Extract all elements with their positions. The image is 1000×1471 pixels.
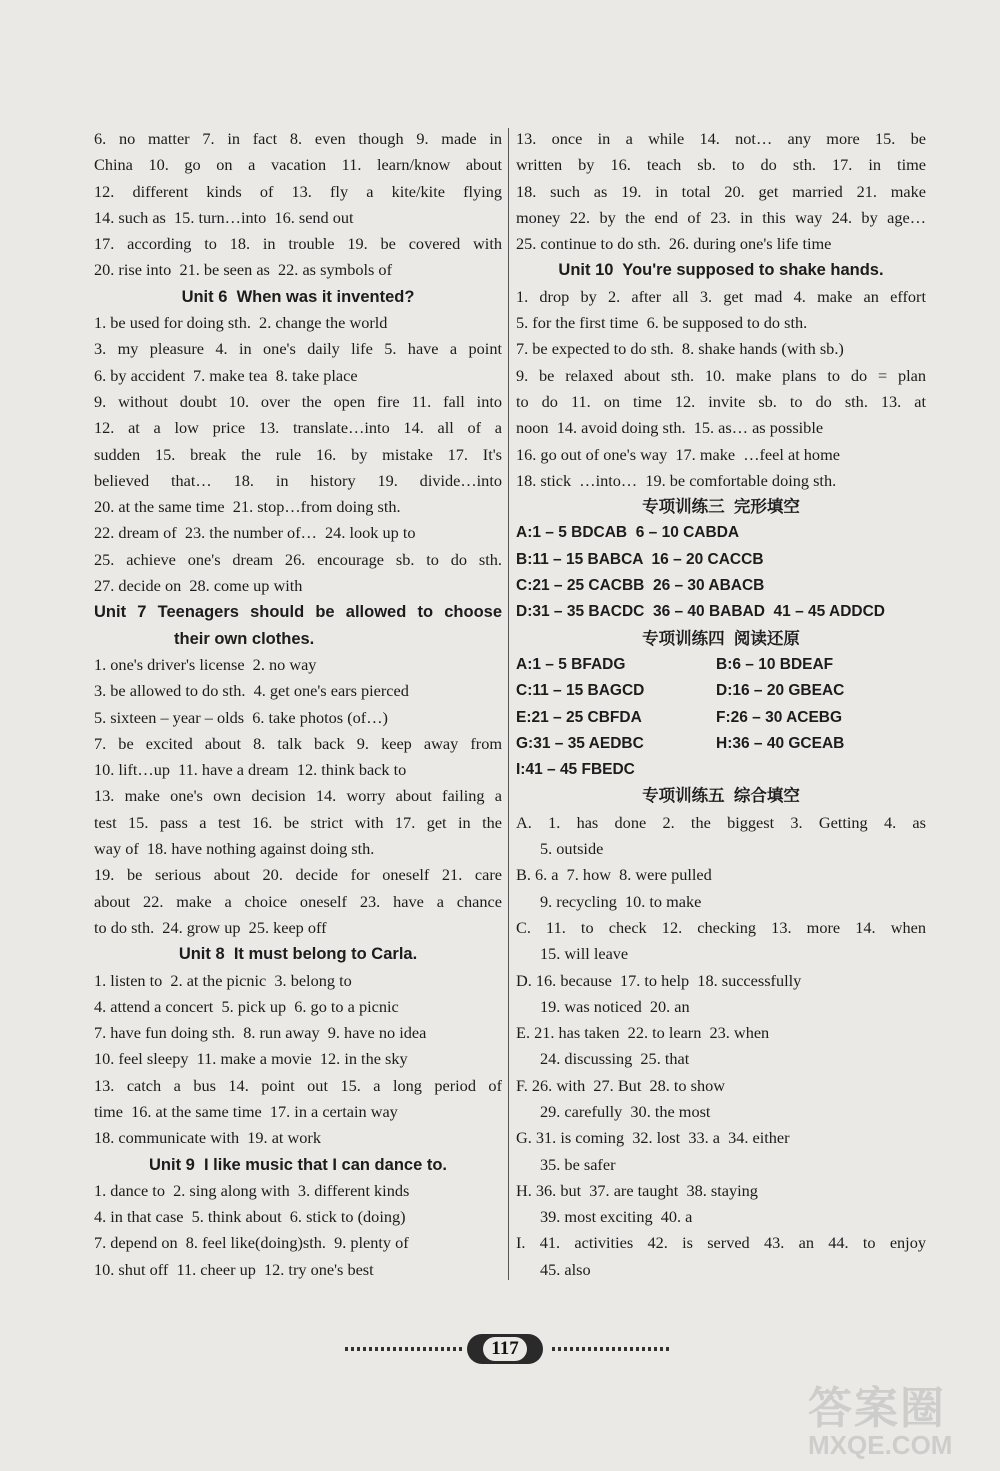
- text-line: China 10. go on a vacation 11. learn/know about: [94, 155, 502, 175]
- text-line: 3. my pleasure 4. in one's daily life 5. have a point: [94, 339, 502, 359]
- answer-line: I. 41. activities 42. is served 43. an 44. to enjoy: [516, 1233, 926, 1253]
- text-line: about 22. make a choice oneself 23. have a chance: [94, 891, 502, 911]
- answer-pair: [516, 652, 926, 678]
- page-number: 117: [483, 1337, 526, 1361]
- text-line: to do sth. 24. grow up 25. keep off: [94, 917, 327, 937]
- text-line: 18. such as 19. in total 20. get married 21. make: [516, 181, 926, 201]
- text-line: 1. dance to 2. sing along with 3. different kinds: [94, 1180, 410, 1200]
- answer-line: 24. discussing 25. that: [540, 1049, 690, 1069]
- unit-7-heading: Unit 7 Teenagers should be allowed to choose: [94, 603, 502, 622]
- page-footer: [345, 1334, 670, 1364]
- answer-line: 29. carefully 30. the most: [540, 1101, 711, 1121]
- page-number-badge: [467, 1334, 543, 1364]
- unit-10-heading: Unit 10 You're supposed to shake hands.: [558, 261, 884, 280]
- unit-7-heading-cont: their own clothes.: [174, 629, 315, 648]
- text-line: 6. no matter 7. in fact 8. even though 9. made in: [94, 129, 502, 148]
- left-column: [94, 126, 502, 1283]
- text-line: 9. without doubt 10. over the open fire 11. fall into: [94, 391, 502, 411]
- text-line: 18. communicate with 19. at work: [94, 1128, 321, 1148]
- text-line: 7. depend on 8. feel like(doing)sth. 9. plenty of: [94, 1233, 409, 1253]
- text-line: 12. different kinds of 13. fly a kite/kite flying: [94, 181, 502, 201]
- text-line: 22. dream of 23. the number of… 24. look up to: [94, 523, 416, 543]
- text-line: 1. be used for doing sth. 2. change the world: [94, 313, 388, 333]
- answer-line: 5. outside: [540, 839, 604, 859]
- text-line: sudden 15. break the rule 16. by mistake 17. It's: [94, 444, 502, 464]
- text-line: 9. be relaxed about sth. 10. make plans to do = plan: [516, 365, 926, 385]
- text-line: 10. lift…up 11. have a dream 12. think back to: [94, 760, 407, 780]
- footer-rule-left: [345, 1347, 463, 1351]
- answer-line: C:11 – 15 BAGCD: [516, 682, 645, 700]
- text-line: 10. feel sleepy 11. make a movie 12. in the sky: [94, 1049, 408, 1069]
- unit-6-heading: Unit 6 When was it invented?: [181, 287, 415, 306]
- text-line: 16. go out of one's way 17. make …feel at home: [516, 444, 840, 464]
- text-line: 17. according to 18. in trouble 19. be covered with: [94, 234, 502, 254]
- text-line: 4. attend a concert 5. pick up 6. go to a picnic: [94, 996, 399, 1016]
- text-line: 18. stick …into… 19. be comfortable doing sth.: [516, 470, 837, 490]
- text-line: 7. have fun doing sth. 8. run away 9. have no idea: [94, 1023, 427, 1043]
- answer-pair: [516, 678, 926, 704]
- answer-line: 39. most exciting 40. a: [540, 1207, 693, 1227]
- answer-line: A:1 – 5 BDCAB 6 – 10 CABDA: [516, 524, 740, 542]
- answer-line: B:6 – 10 BDEAF: [716, 655, 834, 673]
- text-line: 5. for the first time 6. be supposed to do sth.: [516, 313, 808, 333]
- text-line: 19. be serious about 20. decide for oneself 21. care: [94, 865, 502, 885]
- text-line: 1. drop by 2. after all 3. get mad 4. make an effort: [516, 286, 926, 306]
- unit-8-heading: Unit 8 It must belong to Carla.: [178, 945, 418, 964]
- section-5-heading: 专项训练五 综合填空: [642, 787, 800, 806]
- text-line: 27. decide on 28. come up with: [94, 576, 303, 596]
- unit-9-heading: Unit 9 I like music that I can dance to.: [149, 1155, 447, 1174]
- answer-line: 15. will leave: [540, 944, 629, 964]
- text-line: 20. rise into 21. be seen as 22. as symbols of: [94, 260, 392, 280]
- text-line: 13. make one's own decision 14. worry about failing a: [94, 786, 502, 806]
- section-4-heading: 专项训练四 阅读还原: [642, 629, 800, 648]
- answer-line: A. 1. has done 2. the biggest 3. Getting 4. as: [516, 812, 926, 832]
- answer-line: B:11 – 15 BABCA 16 – 20 CACCB: [516, 550, 764, 568]
- text-line: 6. by accident 7. make tea 8. take place: [94, 365, 358, 385]
- answer-line: 9. recycling 10. to make: [540, 891, 702, 911]
- watermark-url: MXQE.COM: [808, 1430, 953, 1460]
- answer-line: F. 26. with 27. But 28. to show: [516, 1075, 726, 1095]
- answer-pair: [516, 731, 926, 757]
- column-divider: [508, 128, 509, 1280]
- answer-line: 19. was noticed 20. an: [540, 996, 690, 1016]
- text-line: 3. be allowed to do sth. 4. get one's ears pierced: [94, 681, 409, 701]
- watermark: [808, 1372, 988, 1462]
- text-line: 14. such as 15. turn…into 16. send out: [94, 207, 354, 227]
- section-3-heading: 专项训练三 完形填空: [642, 498, 800, 517]
- answer-line: E:21 – 25 CBFDA: [516, 708, 642, 726]
- answer-line: D:31 – 35 BACDC 36 – 40 BABAD 41 – 45 ADDCD: [516, 603, 885, 621]
- text-line: 5. sixteen – year – olds 6. take photos (of…): [94, 707, 388, 727]
- text-line: noon 14. avoid doing sth. 15. as… as possible: [516, 418, 824, 438]
- text-line: 12. at a low price 13. translate…into 14. all of a: [94, 418, 502, 438]
- text-line: money 22. by the end of 23. in this way 24. by age…: [516, 207, 926, 227]
- text-line: 25. achieve one's dream 26. encourage sb. to do sth.: [94, 549, 502, 569]
- text-line: 25. continue to do sth. 26. during one's life time: [516, 234, 832, 254]
- text-line: 4. in that case 5. think about 6. stick to (doing): [94, 1207, 406, 1227]
- answer-line: G. 31. is coming 32. lost 33. a 34. either: [516, 1128, 790, 1148]
- answer-line: 45. also: [540, 1259, 591, 1279]
- text-line: time 16. at the same time 17. in a certain way: [94, 1101, 398, 1121]
- answer-line: A:1 – 5 BFADG: [516, 655, 626, 673]
- answer-line: I:41 – 45 FBEDC: [516, 761, 635, 779]
- answer-line: D. 16. because 17. to help 18. successfully: [516, 970, 802, 990]
- right-column: [516, 126, 926, 1283]
- text-line: 13. once in a while 14. not… any more 15. be: [516, 129, 926, 148]
- answer-line: 35. be safer: [540, 1154, 616, 1174]
- watermark-logo: 答案圈: [808, 1384, 946, 1433]
- text-line: 1. one's driver's license 2. no way: [94, 654, 317, 674]
- text-line: believed that… 18. in history 19. divide…into: [94, 470, 502, 490]
- text-line: to do 11. on time 12. invite sb. to do sth. 13. at: [516, 391, 926, 411]
- text-line: way of 18. have nothing against doing sth.: [94, 839, 375, 859]
- answer-line: F:26 – 30 ACEBG: [716, 708, 843, 726]
- text-line: 7. be excited about 8. talk back 9. keep away from: [94, 733, 502, 753]
- answer-line: B. 6. a 7. how 8. were pulled: [516, 865, 712, 885]
- answer-line: D:16 – 20 GBEAC: [716, 682, 845, 700]
- text-line: 20. at the same time 21. stop…from doing sth.: [94, 497, 401, 517]
- text-line: 13. catch a bus 14. point out 15. a long period of: [94, 1075, 502, 1095]
- answer-line: C. 11. to check 12. checking 13. more 14. when: [516, 917, 926, 937]
- answer-line: E. 21. has taken 22. to learn 23. when: [516, 1023, 770, 1043]
- answer-line: H. 36. but 37. are taught 38. staying: [516, 1180, 758, 1200]
- text-line: 10. shut off 11. cheer up 12. try one's best: [94, 1259, 374, 1279]
- answer-pair: [516, 705, 926, 731]
- answer-line: C:21 – 25 CACBB 26 – 30 ABACB: [516, 577, 765, 595]
- footer-rule-right: [552, 1347, 670, 1351]
- text-line: 1. listen to 2. at the picnic 3. belong to: [94, 970, 352, 990]
- text-line: written by 16. teach sb. to do sth. 17. in time: [516, 155, 926, 175]
- answer-line: G:31 – 35 AEDBC: [516, 734, 644, 752]
- text-line: test 15. pass a test 16. be strict with 17. get in the: [94, 812, 502, 832]
- text-line: 7. be expected to do sth. 8. shake hands (with sb.): [516, 339, 844, 359]
- answer-line: H:36 – 40 GCEAB: [716, 734, 845, 752]
